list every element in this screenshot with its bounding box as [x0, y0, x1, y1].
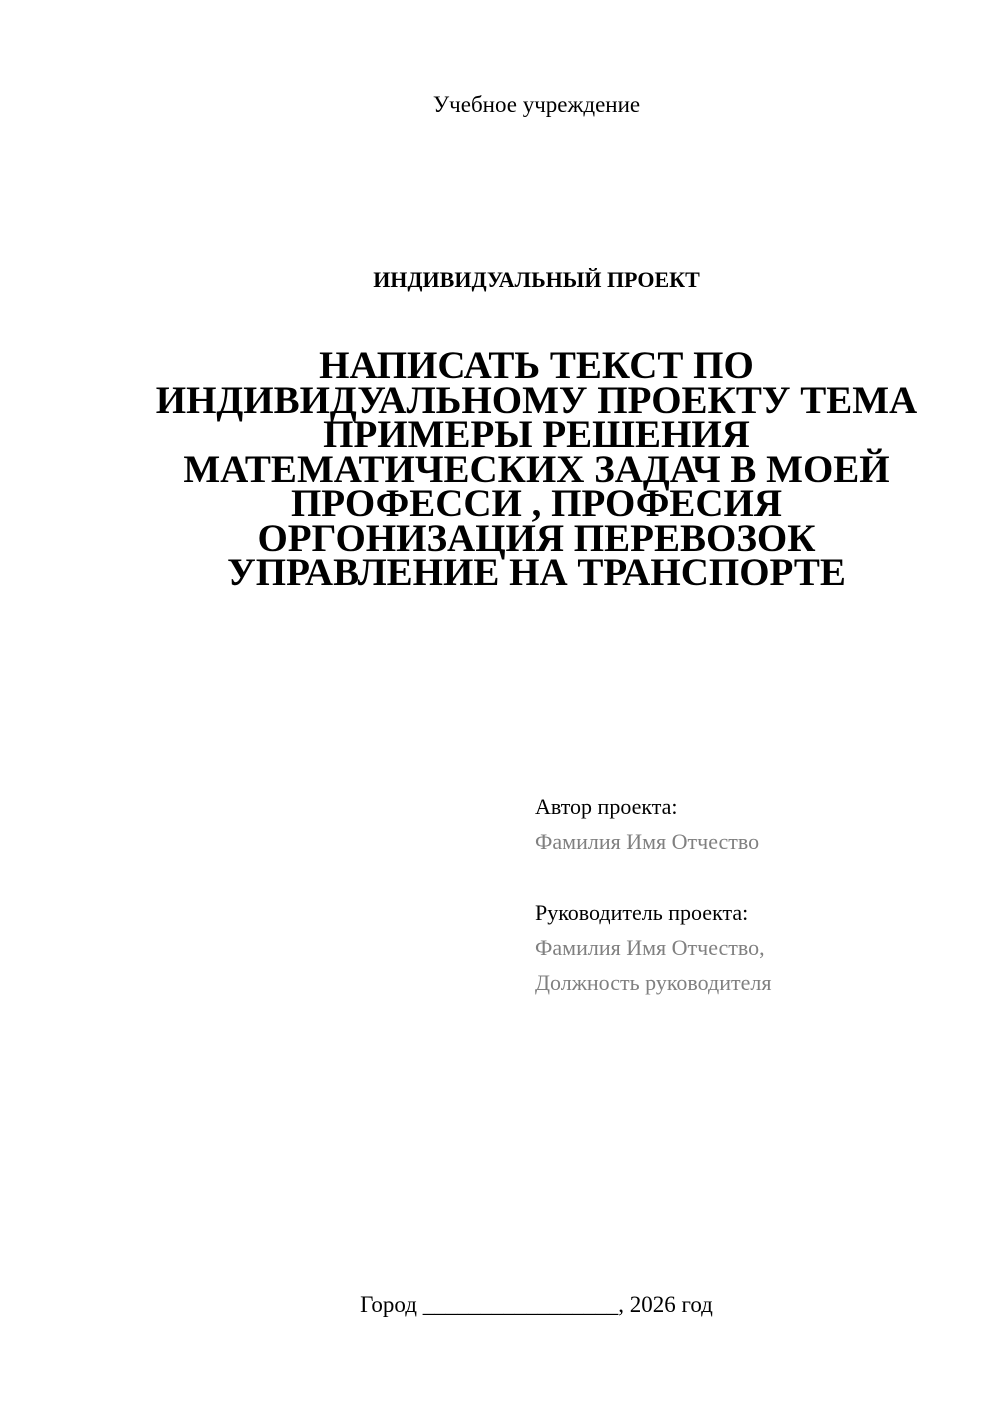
- project-title-line: УПРАВЛЕНИЕ НА ТРАНСПОРТЕ: [227, 551, 846, 594]
- supervisor-name: Фамилия Имя Отчество,: [535, 935, 765, 960]
- supervisor-position: Должность руководителя: [535, 970, 772, 995]
- project-title-line: ПРОФЕССИ , ПРОФЕСИЯ: [290, 482, 783, 525]
- author-label: Автор проекта:: [535, 794, 678, 819]
- project-title-line: ОРГОНИЗАЦИЯ ПЕРЕВОЗОК: [257, 516, 816, 560]
- author-block: [535, 789, 771, 859]
- project-credits: [535, 789, 771, 1000]
- project-title-line: НАПИСАТЬ ТЕКСТ ПО: [319, 344, 754, 387]
- city-year-line: Город _________________, 2026 год: [360, 1292, 713, 1317]
- supervisor-block: [535, 895, 771, 1000]
- institution-name: Учебное учреждение: [432, 92, 641, 117]
- author-name: Фамилия Имя Отчество: [535, 829, 760, 854]
- project-type-label: ИНДИВИДУАЛЬНЫЙ ПРОЕКТ: [373, 267, 700, 292]
- project-title-line: МАТЕМАТИЧЕСКИХ ЗАДАЧ В МОЕЙ: [183, 447, 890, 491]
- supervisor-label: Руководитель проекта:: [535, 900, 749, 925]
- project-title-line: ПРИМЕРЫ РЕШЕНИЯ: [323, 413, 750, 456]
- project-title-line: ИНДИВИДУАЛЬНОМУ ПРОЕКТУ ТЕМА: [155, 378, 918, 422]
- project-title: [130, 344, 943, 594]
